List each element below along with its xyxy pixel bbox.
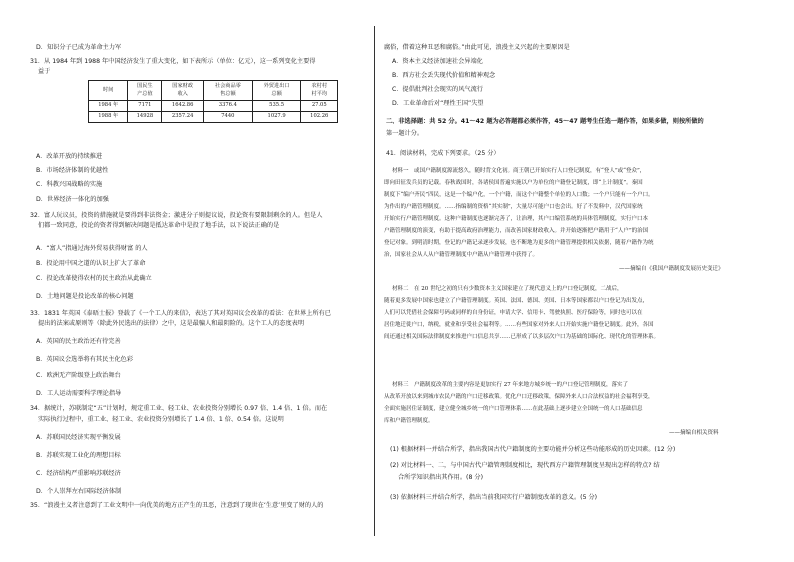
table-row	[89, 101, 338, 112]
q34-option-b: B．苏联实现工业化的理想目标	[36, 452, 121, 459]
q31-option-c: C．科教兴国战略的实施	[36, 181, 103, 188]
material-two-line: 居住地迁徙户口，纳税，就业和享受社会福利等。……有些国家对外来人口开始实施户籍登记制度。此外，各国	[384, 322, 654, 328]
table-cell: 14928	[128, 112, 162, 123]
q35-option-a: A．资本主义经济加速社会异端化	[392, 58, 483, 65]
material-one-line: 制度下“编户齐民”四民，这是一个编户化，一个户籍，而这个户籍整个单位的人口数；一个户只能有一个户口。	[384, 192, 654, 198]
table-cell: 3376.4	[203, 101, 252, 112]
q33-option-a: A．英国的民主政治还有待完善	[36, 338, 121, 345]
q34-stem-cont: 实际执行过程中，重工业、轻工业、农业投资分别增长了 1.4 倍、1 倍、0.54 倍。这说明	[38, 416, 284, 423]
q41-subquestion-1: (1) 根据材料一并结合所学，指出我国古代户籍制度的主要功能并分析这些功能形成的历史因素。(12 分)	[390, 446, 676, 453]
table-cell: 2357.24	[162, 112, 204, 123]
material-one-line: 登记对象。到明清时期，登记的户籍记录逐步发展，也不断地为更多的户籍管理提供相关依据，随着户籍作为统	[384, 240, 654, 246]
q31-option-d: D．世界经济一体化的加强	[36, 196, 109, 203]
q41-subquestion-2-cont: 合所学知识指出其作用。(8 分)	[398, 474, 483, 481]
q33-stem: 33．1831 年英国《泰晤士报》登载了《一个工人的来信》，表达了其对英国议会改革的看法：在世界上所有已	[30, 310, 331, 317]
material-three-source: ——摘编自相关资料	[669, 430, 719, 436]
q41-stem: 41．阅读材料，完成下列要求。（25 分）	[386, 150, 500, 157]
q32-stem-cont: 们都一致同意，投论的资者得到解决问题是抵达革命中是投了地手法，以下说法正确的是	[38, 222, 280, 229]
table-cell: 7171	[128, 101, 162, 112]
table-header-row	[89, 81, 338, 101]
q32-option-b: B．投论用中国之道的认识上扩大了革命	[36, 260, 146, 267]
q32-option-d: D．土地问题是投论改革的核心问题	[36, 293, 134, 300]
q34-stem: 34．据统计，苏联制定“五”计划时，规定重工业、轻工业、农业投资分别增长 0.97 倍、1.4 倍、1 倍。而在	[30, 405, 328, 412]
material-two-line: 间还通过相关国际法律制度来推进户口信息共享……已形成了以多层次户口为基础的国际化、现代化的管理体系。	[384, 334, 660, 340]
q35-option-b: B．西方社会丢失现代价值和精神观念	[392, 72, 496, 79]
material-one-line: 为作出的户籍管理制度。……指编制的资格“其实制”，大量尽可能户口也会出。好了不发料中，汉代国家统	[384, 204, 643, 210]
q31-option-a: A．改革开放的持续推进	[36, 153, 103, 160]
q34-option-a: A．苏联国民经济实现平衡发展	[36, 434, 121, 441]
q35-option-c: C．提倡批判社会现实的风气流行	[392, 86, 483, 93]
q33-option-c: C．欧洲无产阶级登上政治舞台	[36, 372, 121, 379]
table-cell: 535.5	[252, 101, 301, 112]
q33-option-d: D．工人运动需要科学理论指导	[36, 390, 122, 397]
table-cell: 7440	[203, 112, 252, 123]
q32-option-a: A．“富人”指通过海外贸易获得财富 的人	[36, 245, 148, 252]
material-one-line: 材料一 或国户籍制度源流悠久，随时背文化初。商王朝已开始实行人口登记制度，有“登人”或“登众”，	[392, 168, 646, 174]
table-header-cell: 国家财政 收入	[162, 81, 204, 101]
q32-option-c: C．投论改革使得农村的民主政治从此确立	[36, 275, 152, 282]
table-header-cell: 国民生 产总值	[128, 81, 162, 101]
q33-stem-cont: 提出的法案或原则等（除此外民选出的法律）之中，这是最骗人和最阴险的。这个工人的态度表明	[38, 320, 305, 327]
material-one-line: 开始实行户籍管理制度。这种户籍制度也逐渐完善了，让治理，其户口编管系统的具体管理制度，实行户口本	[384, 216, 649, 222]
q35-stem-cont: 腐俗，借着这种丑恶和腐俗。”由此可见，浪漫主义兴起的主要原因是	[384, 44, 570, 51]
q33-option-b: B．英国议会选举将有其民主化色彩	[36, 356, 134, 363]
table-cell: 1642.86	[162, 101, 204, 112]
table-cell: 1027.9	[252, 112, 301, 123]
material-one-line: 治，国家社会从人从户籍管理制度中户籍从户籍管理中获得了。	[384, 252, 539, 258]
q32-stem: 32．富人玩议员，投资的措施就是要得到非法资金；激进分子则提议说，投论资有要限制剩余的人。但是人	[30, 212, 323, 219]
table-cell: 27.05	[301, 101, 338, 112]
q31-stem: 31．从 1984 年到 1988 年中国经济发生了重大变化，如下表所示（单位：亿元），这一系列变化主要得	[30, 58, 316, 65]
column-divider	[374, 26, 375, 536]
q31-option-b: B．市场经济体制的优越性	[36, 167, 109, 174]
q41-subquestion-3: (3) 依据材料三并结合所学，指出当前我国实行户籍制度改革的意义。(5 分)	[390, 494, 598, 501]
table-cell: 1984 年	[89, 101, 128, 112]
material-two-line: 材料二 在 20 世纪之初的只有少数资本主义国家建立了现代意义上的户口登记制度，二战后，	[392, 286, 623, 292]
material-three-line: 库和户籍管理制度。	[384, 418, 434, 424]
table-cell: 1988 年	[89, 112, 128, 123]
material-one-source: ——摘编自《我国户籍制度发展历史变迁》	[619, 266, 724, 272]
q34-option-c: C．经济结构严重影响苏联经济	[36, 470, 121, 477]
q31-data-table	[88, 80, 338, 123]
q31-stem-cont: 益于	[38, 68, 51, 75]
material-one-line: 即向田征发兵员的记载。春秋战国时，各诸侯国普遍实施以户为单位的户籍登记制度，即“上计制度”。秦国	[384, 180, 643, 186]
material-three-line: 全面实施居住证制度，建立健全城乡统一的户口管理体系……在此基础上逐步建立全国统一的人口基础信息	[384, 406, 643, 412]
q30-option-d: D．知识分子已成为革命主力军	[36, 44, 122, 51]
q35-option-d: D．工业革命后对“理性王国”失望	[392, 100, 484, 107]
table-row	[89, 112, 338, 123]
material-one-line: 户籍管理制度的演变，有助于提高政府治理能力，而改善国家财政收入。并开始逐渐把户籍用于“人户”的治国	[384, 228, 649, 234]
q35-stem: 35．“浪漫主义者注意到了工业文明中一向优美的地方正产生的丑恶，注意到了现世在‘生意’里变了财的人的	[30, 502, 324, 509]
table-cell: 102.26	[301, 112, 338, 123]
material-three-line: 材料三 户籍制度改革的主要内容是更加实行 27 年来地方城乡统一的户口登记管理制度，落实了	[392, 382, 628, 388]
material-three-line: 从改革开放以来到城市农民户籍的户口迁移政策。优化户口迁移政策，保障外来人口合法权益的社会福利享受，	[384, 394, 654, 400]
q34-option-d: D．个人崇拜左右国际经济体制	[36, 488, 122, 495]
material-two-line: 随着更多发展中国家也建立了户籍管理制度。英国、法国、德国、美国、日本等国家都以户口登记为出发点，	[384, 298, 649, 304]
section-two-heading-cont: 第一题计分。	[386, 130, 424, 137]
table-header-cell: 时间	[89, 81, 128, 101]
section-two-heading: 二、非选择题：共 52 分。41～42 题为必答题都必须作答，45～47 题考生任选一题作答，如果多做，则按所做的	[386, 118, 704, 125]
table-header-cell: 外贸进出口 总额	[252, 81, 301, 101]
material-two-line: 人们可以凭借社会保障号码或同样的自身份证，申请大学、信用卡、驾驶执照、医疗保险等，同时也可以在	[384, 310, 643, 316]
table-header-cell: 农村村 村平均	[301, 81, 338, 101]
q41-subquestion-2: (2) 对比材料一、二，与中国古代户籍管理制度相比，现代西方户籍管理制度呈现出怎样的特点? 结	[390, 462, 660, 469]
table-header-cell: 社会商品零 售总额	[203, 81, 252, 101]
